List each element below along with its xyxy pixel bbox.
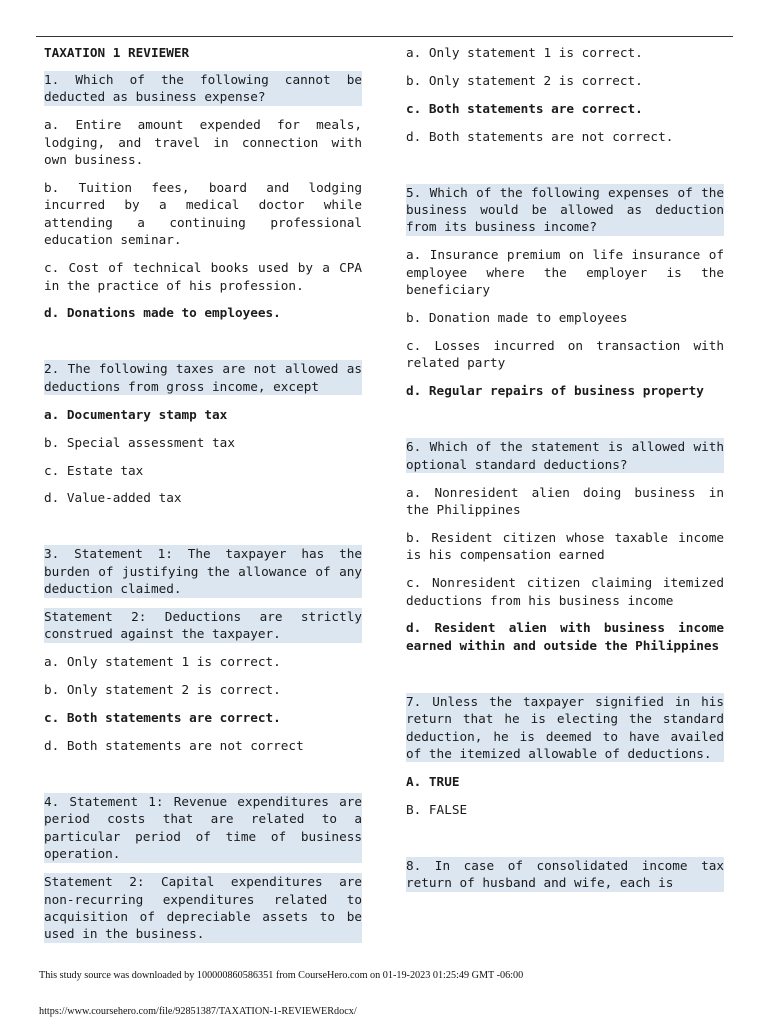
q4-option-a: a. Only statement 1 is correct. bbox=[406, 45, 643, 60]
q5-option-b: b. Donation made to employees bbox=[406, 310, 628, 326]
q2-option-b: b. Special assessment tax bbox=[44, 434, 235, 450]
question-1: 1. Which of the following cannot be deducted as business expense? bbox=[44, 72, 362, 105]
q2-option-a-answer: a. Documentary stamp tax bbox=[44, 406, 228, 422]
question-4-statement-2: Statement 2: Capital expenditures are non-recurring expenditures related to acquisition of depreciable assets to be used in the business. bbox=[44, 874, 362, 942]
q6-option-a: a. Nonresident alien doing business in the Philippines bbox=[406, 484, 724, 517]
q2-option-c: c. Estate tax bbox=[44, 462, 144, 478]
source-url: https://www.coursehero.com/file/92851387/TAXATION-1-REVIEWERdocx/ bbox=[39, 1006, 357, 1017]
question-4-statement-1: 4. Statement 1: Revenue expenditures are period costs that are related to a particular period of time of business operation. bbox=[44, 793, 362, 862]
q6-option-b: b. Resident citizen whose taxable income is his compensation earned bbox=[406, 529, 724, 563]
q3-option-b: b. Only statement 2 is correct. bbox=[44, 682, 281, 698]
right-column bbox=[406, 44, 724, 902]
q4-option-b: b. Only statement 2 is correct. bbox=[406, 72, 643, 88]
q5-option-d-answer: d. Regular repairs of business property bbox=[406, 383, 704, 399]
left-column bbox=[44, 44, 362, 953]
q1-option-b: b. Tuition fees, board and lodging incurred by a medical doctor while attending a continuing professional education seminar. bbox=[44, 180, 362, 248]
q5-option-c: c. Losses incurred on transaction with related party bbox=[406, 337, 724, 371]
q2-option-d: d. Value-added tax bbox=[44, 490, 182, 506]
question-3-statement-2: Statement 2: Deductions are strictly construed against the taxpayer. bbox=[44, 609, 362, 642]
download-source-note: This study source was downloaded by 100000860586351 from CourseHero.com on 01-19-2023 01:25:49 GMT -06:00 bbox=[39, 970, 524, 981]
q4-option-d: d. Both statements are not correct. bbox=[406, 128, 674, 144]
q7-option-a-answer: A. TRUE bbox=[406, 773, 460, 789]
question-3-statement-1: 3. Statement 1: The taxpayer has the burden of justifying the allowance of any deduction claimed. bbox=[44, 546, 362, 597]
q1-option-d-answer: d. Donations made to employees. bbox=[44, 305, 281, 321]
document-title: TAXATION 1 REVIEWER bbox=[44, 45, 190, 60]
q7-option-b: B. FALSE bbox=[406, 801, 468, 817]
question-5: 5. Which of the following expenses of the business would be allowed as deduction from its business income? bbox=[406, 184, 724, 235]
top-rule bbox=[36, 36, 733, 37]
question-2: 2. The following taxes are not allowed as deductions from gross income, except bbox=[44, 361, 362, 394]
question-8: 8. In case of consolidated income tax return of husband and wife, each is bbox=[406, 857, 724, 891]
q3-option-a: a. Only statement 1 is correct. bbox=[44, 654, 281, 670]
q5-option-a: a. Insurance premium on life insurance of employee where the employer is the beneficiary bbox=[406, 247, 724, 298]
q1-option-a: a. Entire amount expended for meals, lodging, and travel in connection with own business. bbox=[44, 117, 362, 168]
q6-option-c: c. Nonresident citizen claiming itemized deductions from his business income bbox=[406, 575, 724, 608]
q3-option-d: d. Both statements are not correct bbox=[44, 738, 304, 754]
q4-option-c-answer: c. Both statements are correct. bbox=[406, 100, 643, 116]
q3-option-c-answer: c. Both statements are correct. bbox=[44, 710, 281, 726]
question-6: 6. Which of the statement is allowed with optional standard deductions? bbox=[406, 439, 724, 472]
question-7: 7. Unless the taxpayer signified in his return that he is electing the standard deduction, he is deemed to have availed of the itemized allowable of deductions. bbox=[406, 693, 724, 761]
q1-option-c: c. Cost of technical books used by a CPA in the practice of his profession. bbox=[44, 260, 362, 293]
q6-option-d-answer: d. Resident alien with business income earned within and outside the Philippines bbox=[406, 620, 724, 653]
